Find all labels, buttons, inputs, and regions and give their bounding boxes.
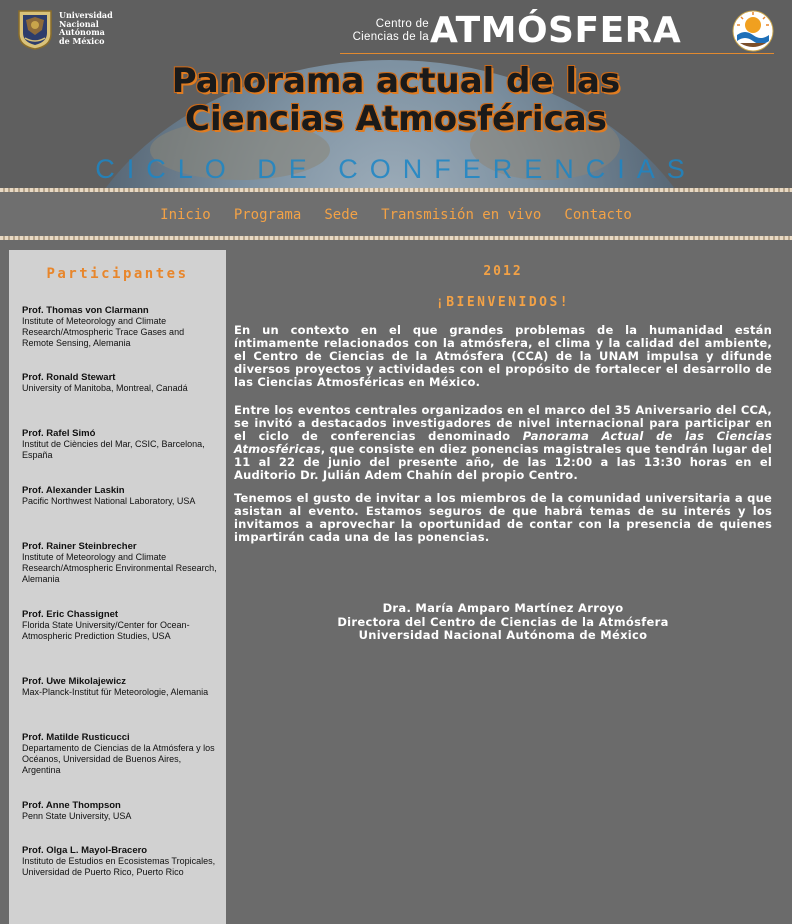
participant-name: Prof. Alexander Laskin [22,485,125,496]
page-subtitle: CICLO DE CONFERENCIAS [95,154,697,184]
participant-affiliation: Departamento de Ciencias de la Atmósfera y los Océanos, Universidad de Buenos Aires, Argentina [22,743,215,775]
intro-paragraph: En un contexto en el que grandes problemas de la humanidad están íntimamente relacionados con la atmósfera, el clima y la calidad del ambiente, el Centro de Ciencias de la Atmósfera (CCA) de la UNAM impulsa y difunde diversos proyectos y actividades con el propósito de fortalecer el desarrollo de las Ciencias Atmosféricas en México. [234,323,772,389]
participant-item [22,541,218,585]
title-line: Panorama actual de las [171,61,621,101]
participant-item [22,305,218,349]
event-series-name: Panorama Actual de las Ciencias Atmosféricas [234,429,773,456]
participant-affiliation: Instituto de Estudios en Ecosistemas Tropicales, Universidad de Puerto Rico, Puerto Rico [22,856,216,877]
participant-affiliation: Florida State University/Center for Ocean-Atmospheric Prediction Studies, USA [22,620,190,641]
participant-name: Prof. Anne Thompson [22,800,121,811]
cca-prefix-line: Centro de [375,18,429,30]
participant-name: Prof. Rainer Steinbrecher [22,541,137,552]
participant-affiliation: Institute of Meteorology and Climate Research/Atmospheric Environmental Research, Alemania [22,552,217,584]
event-text: Entre los eventos centrales organizados en el marco del 35 Aniversario del CCA, se invitó a destacados investigadores de nivel internacional para participar en el ciclo de conferencias denominado [234,403,772,443]
event-text: , que consiste en diez ponencias magistrales que tendrán lugar del 11 al 22 de junio del presente año, de las 12:00 a las 13:30 horas en el Auditorio Dr. Julián Adem Chahín del propio Centro. [234,442,772,482]
participant-item [22,609,218,642]
participant-item [22,485,218,507]
unam-shield-icon[interactable] [16,8,54,50]
participant-name: Prof. Thomas von Clarmann [22,305,149,316]
cca-prefix-line: Ciencias de la [352,31,429,43]
welcome-heading: ¡BIENVENIDOS! [435,295,571,310]
main-navigation [0,192,792,236]
page-title [0,62,792,138]
participant-affiliation: Institut de Ciències del Mar, CSIC, Barcelona, España [22,439,205,460]
participant-item [22,676,218,698]
cca-prefix [337,18,429,44]
event-year: 2012 [483,264,523,279]
participant-affiliation: Pacific Northwest National Laboratory, USA [22,496,196,506]
nav-item-contacto[interactable]: Contacto [564,207,632,223]
participant-item [22,372,218,394]
signature-institution: Universidad Nacional Autónoma de México [358,628,648,642]
event-paragraph [234,404,772,482]
unam-name [59,11,119,45]
nav-item-inicio[interactable]: Inicio [160,207,211,223]
header-banner [0,0,792,188]
cca-emblem-icon[interactable] [731,9,775,53]
divider-rule [0,236,792,240]
participant-name: Prof. Uwe Mikolajewicz [22,676,126,687]
participant-name: Prof. Ronald Stewart [22,372,116,383]
invitation-paragraph: Tenemos el gusto de invitar a los miembros de la comunidad universitaria a que asistan al evento. Estamos seguros de que habrá temas de su interés y los invitamos a aprovechar la oportunidad de contar con la presencia de quienes impartirán cada una de las ponencias. [234,491,772,544]
participant-item [22,428,218,461]
unam-line: Autónoma [59,27,105,37]
participant-affiliation: University of Manitoba, Montreal, Canadá [22,383,188,393]
participant-name: Prof. Eric Chassignet [22,609,119,620]
unam-line: Universidad [59,10,113,20]
participant-item [22,845,218,878]
cca-underline [340,53,774,54]
participant-name: Prof. Olga L. Mayol-Bracero [22,845,148,856]
signature-block [234,602,772,643]
participant-name: Prof. Rafel Simó [22,428,96,439]
nav-item-sede[interactable]: Sede [324,207,359,223]
signature-title: Directora del Centro de Ciencias de la Atmósfera [337,614,669,629]
participant-affiliation: Max-Planck-Institut für Meteorologie, Alemania [22,687,209,697]
participant-affiliation: Penn State University, USA [22,811,132,821]
cca-wordmark[interactable]: ATMÓSFERA [430,10,682,51]
participant-item [22,732,218,776]
participant-item [22,800,218,822]
unam-line: de México [59,35,105,46]
signature-name: Dra. María Amparo Martínez Arroyo [382,601,624,615]
unam-line: Nacional [59,18,99,29]
participant-name: Prof. Matilde Rusticucci [22,732,130,743]
nav-item-transmision[interactable]: Transmisión en vivo [381,207,542,223]
title-line: Ciencias Atmosféricas [185,99,607,139]
participants-sidebar [9,250,226,924]
nav-item-programa[interactable]: Programa [233,207,302,223]
participant-affiliation: Institute of Meteorology and Climate Research/Atmospheric Trace Gases and Remote Sensing, Alemania [22,316,185,348]
sidebar-title: Participantes [46,266,189,282]
